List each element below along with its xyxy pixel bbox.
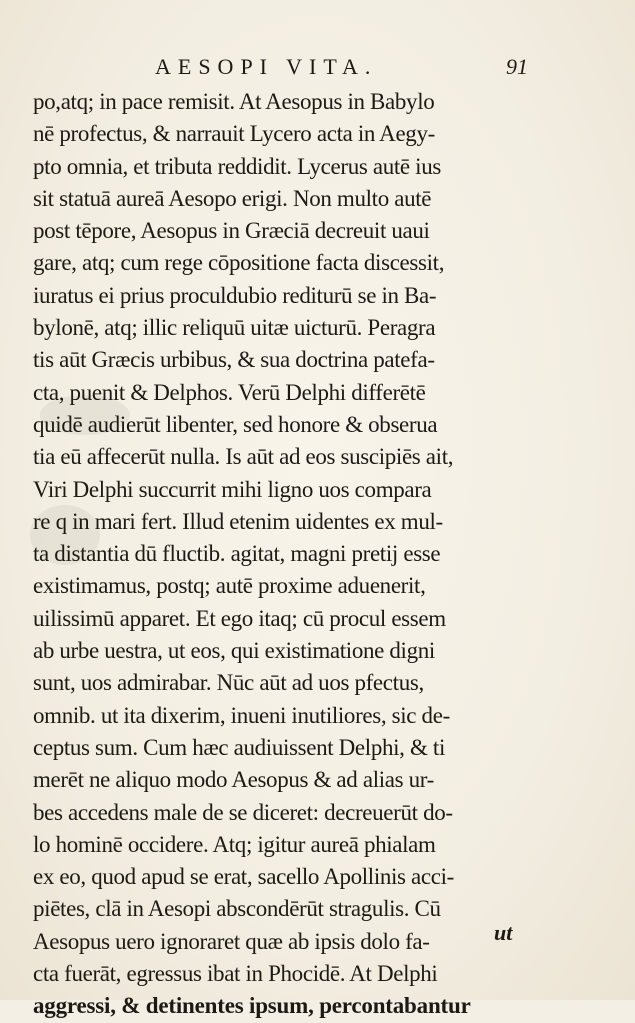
text-line: tis aūt Græcis urbibus, & sua doctrina patefa- — [33, 347, 435, 373]
catchword: ut — [494, 920, 513, 945]
text-line: Viri Delphi succurrit mihi ligno uos compara — [33, 476, 432, 502]
text-line: sunt, uos admirabar. Nūc aūt ad uos pfectus, — [33, 670, 424, 696]
text-line: ceptus sum. Cum hæc audiuissent Delphi, & ti — [33, 734, 445, 760]
text-line: po,atq; in pace remisit. At Aesopus in Babylo — [33, 89, 435, 114]
text-line: ex eo, quod apud se erat, sacello Apollinis acci- — [33, 864, 454, 890]
text-line: re q in mari fert. Illud etenim uidentes ex mul- — [33, 508, 443, 534]
text-line: uilissimū apparet. Et ego itaq; cū procul essem — [33, 605, 446, 631]
text-line: bylonē, atq; illic reliquū uitæ uicturū. Peragra — [33, 315, 436, 341]
text-line: cta fuerāt, egressus ibat in Phocidē. At Delphi — [33, 961, 438, 987]
text-block — [33, 86, 523, 1023]
page-number: 91 — [506, 54, 528, 79]
text-line: ta distantia dū fluctib. agitat, magni pretij esse — [33, 541, 441, 567]
text-line: pto omnia, et tributa reddidit. Lycerus autē ius — [33, 153, 441, 179]
running-title: AESOPI VITA. — [155, 54, 378, 79]
text-line: iuratus ei prius proculdubio rediturū se in Ba- — [33, 282, 437, 308]
text-line: cta, puenit & Delphos. Verū Delphi differētē — [33, 379, 426, 405]
text-line: existimamus, postq; autē proxime aduenerit, — [33, 573, 426, 599]
text-line: quidē audierūt libenter, sed honore & obserua — [33, 411, 438, 437]
running-head — [0, 54, 635, 84]
text-line: ab urbe uestra, ut eos, qui existimatione digni — [33, 638, 435, 664]
paper-stain — [30, 505, 100, 565]
text-line: tia eū affecerūt nulla. Is aūt ad eos suscipiēs ait, — [33, 444, 454, 470]
text-line: omnib. ut ita dixerim, inueni inutiliores, sic de- — [33, 702, 450, 728]
text-line: Aesopus uero ignoraret quæ ab ipsis dolo fa- — [33, 928, 430, 954]
text-line: merēt ne aliquo modo Aesopus & ad alias ur- — [33, 767, 434, 793]
text-line: gare, atq; cum rege cōpositione facta discessit, — [33, 250, 445, 276]
paper-stain — [40, 395, 130, 435]
text-line: aggressi, & detinentes ipsum, percontabantur — [33, 993, 471, 1019]
text-line: lo hominē occidere. Atq; igitur aureā phialam — [33, 831, 436, 857]
text-line: post tēpore, Aesopus in Græciā decreuit uaui — [33, 218, 430, 244]
text-line: nē profectus, & narrauit Lycero acta in Aegy- — [33, 121, 435, 147]
text-line: sit statuā aureā Aesopo erigi. Non multo autē — [33, 185, 432, 211]
text-line: piētes, clā in Aesopi abscondērūt stragulis. Cū — [33, 896, 441, 922]
text-line: bes accedens male de se diceret: decreuerūt do- — [33, 799, 453, 825]
